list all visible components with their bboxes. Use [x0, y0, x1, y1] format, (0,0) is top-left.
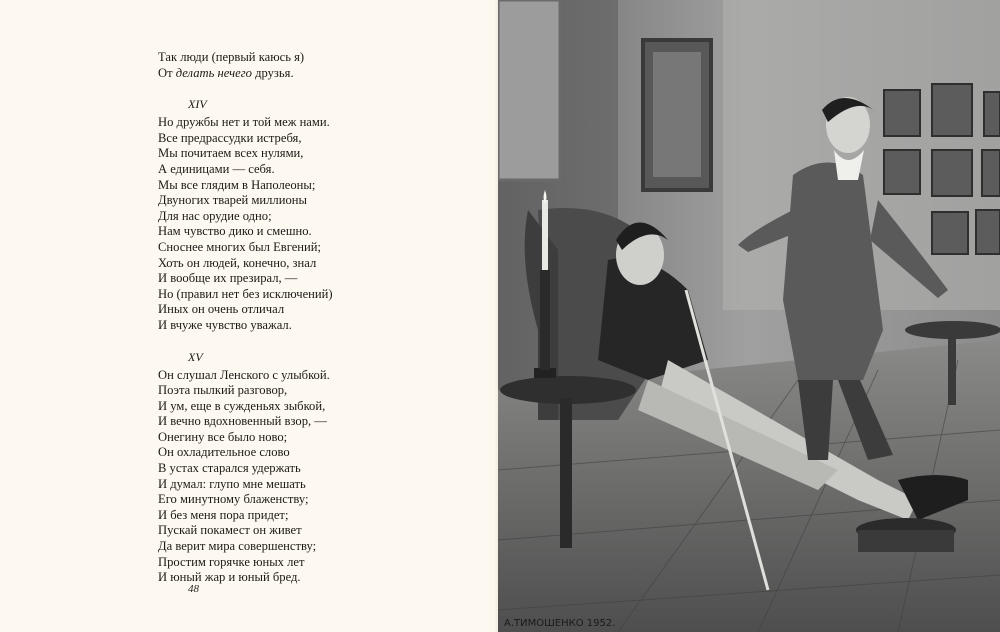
verse-line: И без меня пора придет; [158, 507, 289, 522]
verse-line: И юный жар и юный бред. [158, 570, 301, 585]
verse-line: В устах старался удержать [158, 461, 301, 476]
illustration-onegin-lensky [498, 0, 1000, 632]
left-page [0, 0, 498, 632]
verse-line: И думал: глупо мне мешать [158, 476, 306, 491]
verse-line: Он слушал Ленского с улыбкой. [158, 367, 330, 382]
verse-line: Пускай покамест он живет [158, 523, 302, 538]
verse-line: Но дружбы нет и той меж нами. [158, 115, 330, 130]
verse-line: Иных он очень отличал [158, 302, 285, 317]
verse-line: Сноснее многих был Евгений; [158, 239, 322, 254]
illustration-page [498, 0, 1000, 632]
page-number: 48 [188, 583, 199, 595]
italic-phrase: делать нечего [175, 65, 252, 80]
verse-line: Мы почитаем всех нулями, [158, 146, 304, 161]
verse-line: Так люди (первый каюсь я) [158, 50, 305, 64]
verse-line: Нам чувство дико и смешно. [158, 224, 312, 239]
verse-line: Да верит мира совершенству; [158, 539, 317, 554]
verse-text [158, 50, 478, 586]
stanza-numeral-xv: XV [188, 349, 203, 364]
stanza-numeral-xiv: XIV [188, 97, 207, 112]
verse-line: Он охладительное слово [158, 445, 290, 460]
verse-line: Простим горячке юных лет [158, 554, 305, 569]
verse-line: Все предрассудки истребя, [158, 130, 302, 145]
verse-line: Мы все глядим в Наполеоны; [158, 177, 316, 192]
verse-line: А единицами — себя. [158, 161, 275, 176]
stanza-xiv [158, 115, 478, 333]
verse-line: И вчуже чувство уважал. [158, 317, 292, 332]
verse-line: Двуногих тварей миллионы [158, 193, 307, 208]
verse-line: И ум, еще в сужденьях зыбкой, [158, 398, 326, 413]
verse-line-with-italic: От делать нечего друзья. [158, 65, 294, 80]
artist-signature: А.ТИМОШЕНКО 1952. [504, 618, 616, 629]
verse-line: Его минутному блаженству; [158, 492, 309, 507]
verse-line: И вообще их презирал, — [158, 271, 298, 286]
verse-line: Для нас орудие одно; [158, 208, 272, 223]
stanza-xv [158, 368, 478, 586]
verse-line: Онегину все было ново; [158, 429, 288, 444]
verse-line: Поэта пылкий разговор, [158, 383, 288, 398]
verse-line: Хоть он людей, конечно, знал [158, 255, 317, 270]
verse-line: И вечно вдохновенный взор, — [158, 414, 327, 429]
verse-line: Но (правил нет без исключений) [158, 286, 333, 301]
